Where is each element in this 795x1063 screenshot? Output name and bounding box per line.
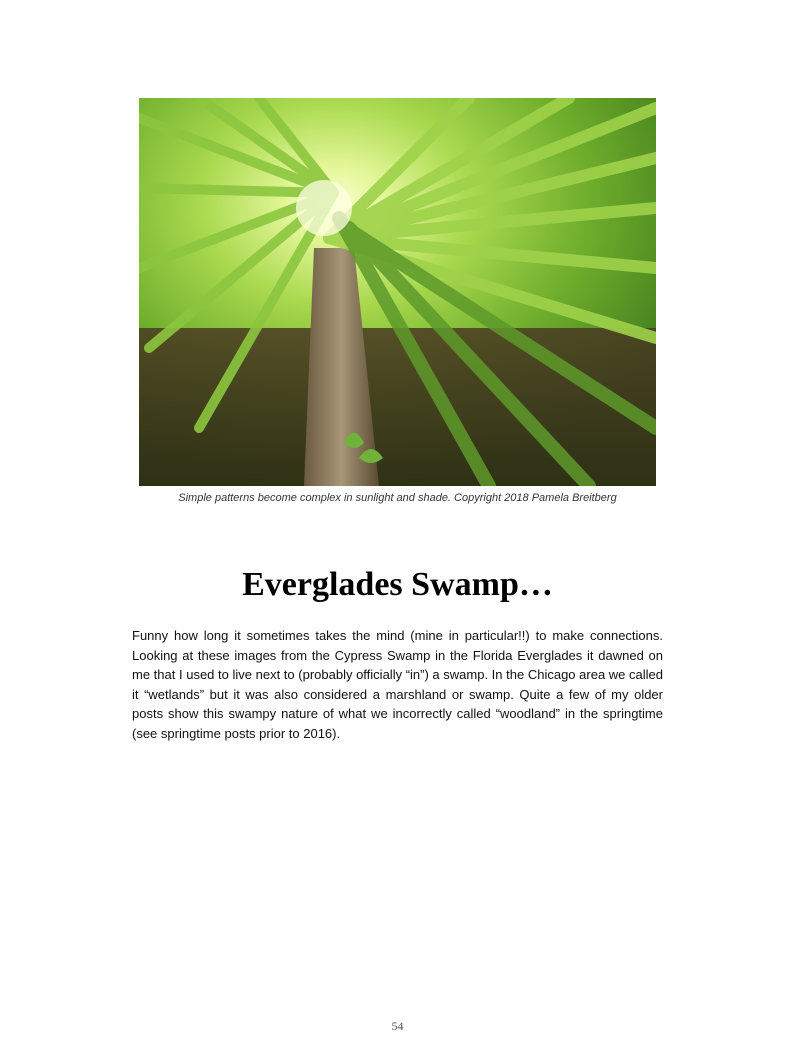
body-paragraph: Funny how long it sometimes takes the mind (mine in particular!!) to make connections. Looking at these images from the Cypress Swamp in the Florida Everglades it dawned on me that I used to live next to (probably officially “in”) a swamp. In the Chicago area we called it “wetlands” but it was also considered a marshland or swamp. Quite a few of my older posts show this swampy nature of what we incorrectly called “woodland” in the springtime (see springtime posts prior to 2016). <box>132 628 663 741</box>
photo-caption: Simple patterns become complex in sunlight and shade. Copyright 2018 Pamela Breitberg <box>178 492 617 504</box>
page-number: 54 <box>391 1019 404 1033</box>
palm-frond-photo <box>139 98 656 486</box>
page-title: Everglades Swamp… <box>242 566 553 603</box>
